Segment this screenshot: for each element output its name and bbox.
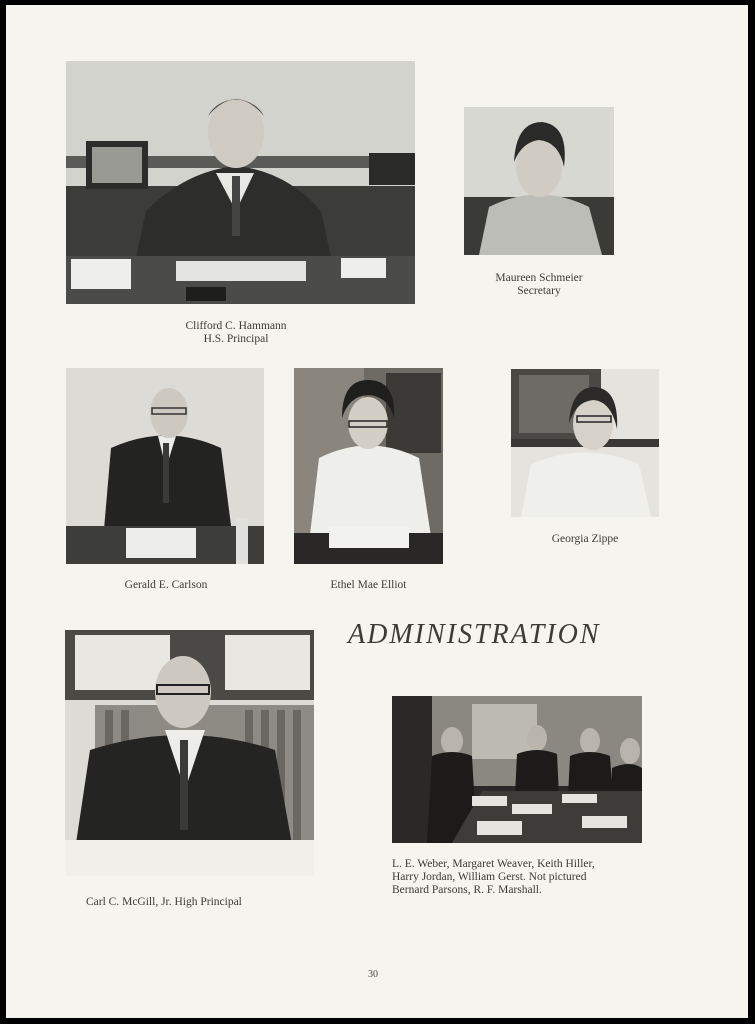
photo-maureen-schmeier bbox=[464, 107, 614, 255]
caption-clifford-hammann: Clifford C. Hammann H.S. Principal bbox=[185, 320, 287, 345]
photo-clifford-hammann bbox=[66, 61, 415, 304]
caption-maureen-schmeier: Maureen Schmeier Secretary bbox=[495, 272, 583, 297]
page-number: 30 bbox=[368, 969, 378, 980]
caption-georgia-zippe: Georgia Zippe bbox=[551, 533, 619, 545]
caption-school-board: L. E. Weber, Margaret Weaver, Keith Hiller, Harry Jordan, William Gerst. Not pictured Bernard Parsons, R. F. Marshall. bbox=[392, 858, 595, 896]
photo-ethel-mae-elliot bbox=[294, 368, 443, 564]
caption-gerald-carlson: Gerald E. Carlson bbox=[124, 579, 208, 591]
photo-carl-mcgill bbox=[65, 630, 314, 876]
caption-carl-mcgill: Carl C. McGill, Jr. High Principal bbox=[86, 896, 242, 908]
photo-gerald-carlson bbox=[66, 368, 264, 564]
caption-ethel-mae-elliot: Ethel Mae Elliot bbox=[330, 579, 407, 591]
section-heading: ADMINISTRATION bbox=[348, 619, 601, 650]
photo-school-board bbox=[392, 696, 642, 843]
yearbook-page bbox=[6, 5, 748, 1018]
photo-georgia-zippe bbox=[511, 369, 659, 517]
